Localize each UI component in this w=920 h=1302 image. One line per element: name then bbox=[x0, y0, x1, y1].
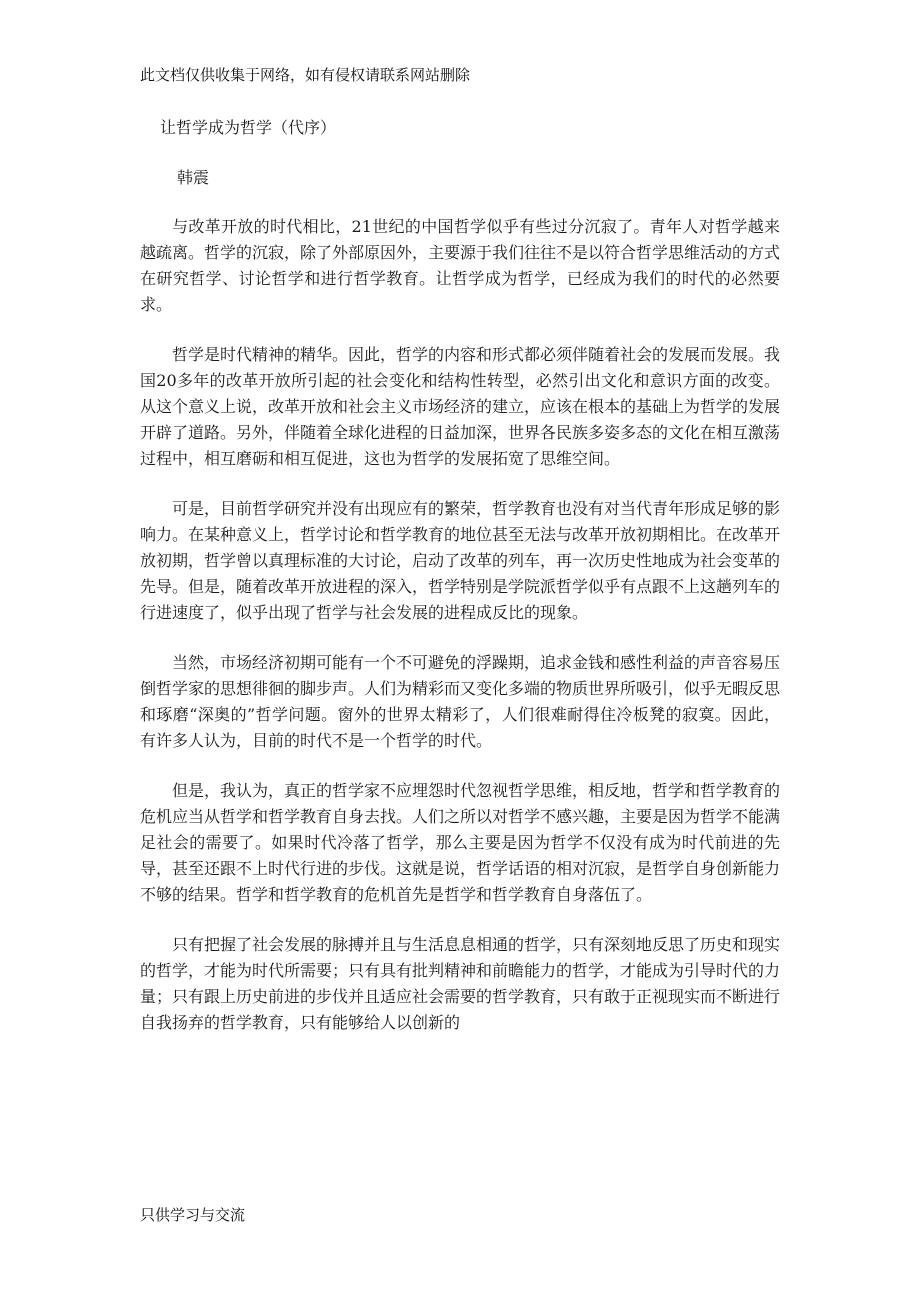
article-author: 韩震 bbox=[177, 168, 210, 187]
paragraph: 只有把握了社会发展的脉搏并且与生活息息相通的哲学，只有深刻地反思了历史和现实的哲学，才能为时代所需要；只有具有批判精神和前瞻能力的哲学，才能成为引导时代的力量；只有跟上历史前进的步伐并且适应社会需要的哲学教育，只有敢于正视现实而不断进行自我扬弃的哲学教育，只有能够给人以创新的 bbox=[140, 935, 781, 1032]
paragraph: 当然，市场经济初期可能有一个不可避免的浮躁期，追求金钱和感性利益的声音容易压倒哲学家的思想徘徊的脚步声。人们为精彩而又变化多端的物质世界所吸引，似乎无暇反思和琢磨“深奥的”哲学问题。窗外的世界太精彩了，人们很难耐得住冷板凳的寂寞。因此，有许多人认为，目前的时代不是一个哲学的时代。 bbox=[140, 653, 781, 750]
paragraph: 但是，我认为，真正的哲学家不应埋怨时代忽视哲学思维，相反地，哲学和哲学教育的危机应当从哲学和哲学教育自身去找。人们之所以对哲学不感兴趣，主要是因为哲学不能满足社会的需要了。如果时代冷落了哲学，那么主要是因为哲学不仅没有成为时代前进的先导，甚至还跟不上时代行进的步伐。这就是说，哲学话语的相对沉寂，是哲学自身创新能力不够的结果。哲学和哲学教育的危机首先是哲学和哲学教育自身落伍了。 bbox=[140, 781, 781, 904]
article-body bbox=[140, 214, 780, 1060]
paragraph: 哲学是时代精神的精华。因此，哲学的内容和形式都必须伴随着社会的发展而发展。我国20多年的改革开放所引起的社会变化和结构性转型，必然引出文化和意识方面的改变。从这个意义上说，改革开放和社会主义市场经济的建立，应该在根本的基础上为哲学的发展开辟了道路。另外，伴随着全球化进程的日益加深，世界各民族多姿多态的文化在相互激荡过程中，相互磨砺和相互促进，这也为哲学的发展拓宽了思维空间。 bbox=[140, 345, 781, 468]
article-title: 让哲学成为哲学（代序） bbox=[160, 118, 337, 137]
paragraph: 与改革开放的时代相比，21世纪的中国哲学似乎有些过分沉寂了。青年人对哲学越来越疏离。哲学的沉寂，除了外部原因外，主要源于我们往往不是以符合哲学思维活动的方式在研究哲学、讨论哲学和进行哲学教育。让哲学成为哲学，已经成为我们的时代的必然要求。 bbox=[140, 217, 781, 314]
paragraph: 可是，目前哲学研究并没有出现应有的繁荣，哲学教育也没有对当代青年形成足够的影响力。在某种意义上，哲学讨论和哲学教育的地位甚至无法与改革开放初期相比。在改革开放初期，哲学曾以真理标准的大讨论，启动了改革的列车，再一次历史性地成为社会变革的先导。但是，随着改革开放进程的深入，哲学特别是学院派哲学似乎有点跟不上这趟列车的行进速度了，似乎出现了哲学与社会发展的进程成反比的现象。 bbox=[140, 499, 781, 622]
header-disclaimer: 此文档仅供收集于网络，如有侵权请联系网站删除 bbox=[140, 66, 471, 84]
footer-note: 只供学习与交流 bbox=[140, 1206, 246, 1224]
